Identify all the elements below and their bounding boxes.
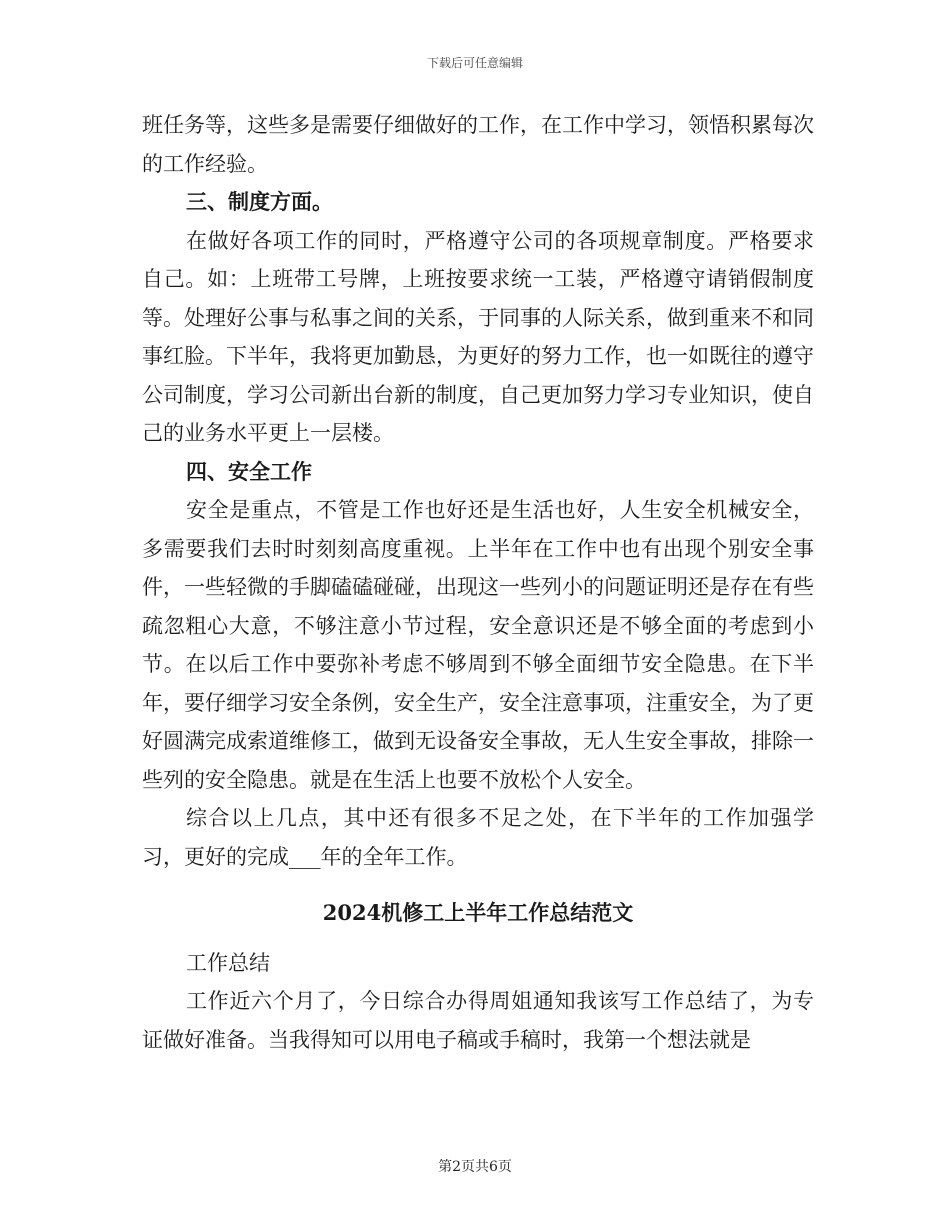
header-note: 下载后可任意编辑 [426, 56, 523, 70]
article-title: 2024机修工上半年工作总结范文 [322, 900, 634, 925]
paragraph-system: 在做好各项工作的同时，严格遵守公司的各项规章制度。严格要求自己。如：上班带工号牌，上班按要求统一工装，严格遵守请销假制度等。处理好公事与私事之间的关系，于同事的人际关系，做到重来不和同事红脸。下半年，我将更加勤恳，为更好的努力工作，也一如既往的遵守公司制度，学习公司新出台新的制度，自己更加努力学习专业知识，使自己的业务水平更上一层楼。 [142, 228, 814, 445]
page-number: 第2页共6页 [438, 1159, 512, 1175]
paragraph-label: 工作总结 [186, 950, 270, 975]
section-heading-safety: 四、安全工作 [186, 458, 312, 484]
paragraph-summary: 综合以上几点，其中还有很多不足之处，在下半年的工作加强学习，更好的完成___年的全年工作。 [142, 806, 814, 869]
paragraph-safety: 安全是重点，不管是工作也好还是生活也好，人生安全机械安全，多需要我们去时时刻刻高度重视。上半年在工作中也有出现个别安全事件，一些轻微的手脚磕磕碰碰，出现这一些列小的问题证明还是存在有些疏忽粗心大意，不够注意小节过程，安全意识还是不够全面的考虑到小节。在以后工作中要弥补考虑不够周到不够全面细节安全隐患。在下半年，要仔细学习安全条例，安全生产，安全注意事项，注重安全，为了更好圆满完成索道维修工，做到无设备安全事故，无人生安全事故，排除一些列的安全隐患。就是在生活上也要不放松个人安全。 [142, 498, 814, 792]
paragraph-intro: 工作近六个月了，今日综合办得周姐通知我该写工作总结了，为专证做好准备。当我得知可以用电子稿或手稿时，我第一个想法就是 [142, 989, 814, 1052]
section-heading-system: 三、制度方面。 [186, 189, 333, 214]
paragraph-continued: 班任务等，这些多是需要仔细做好的工作，在工作中学习，领悟积累每次的工作经验。 [142, 113, 814, 176]
document-body [142, 106, 814, 1059]
